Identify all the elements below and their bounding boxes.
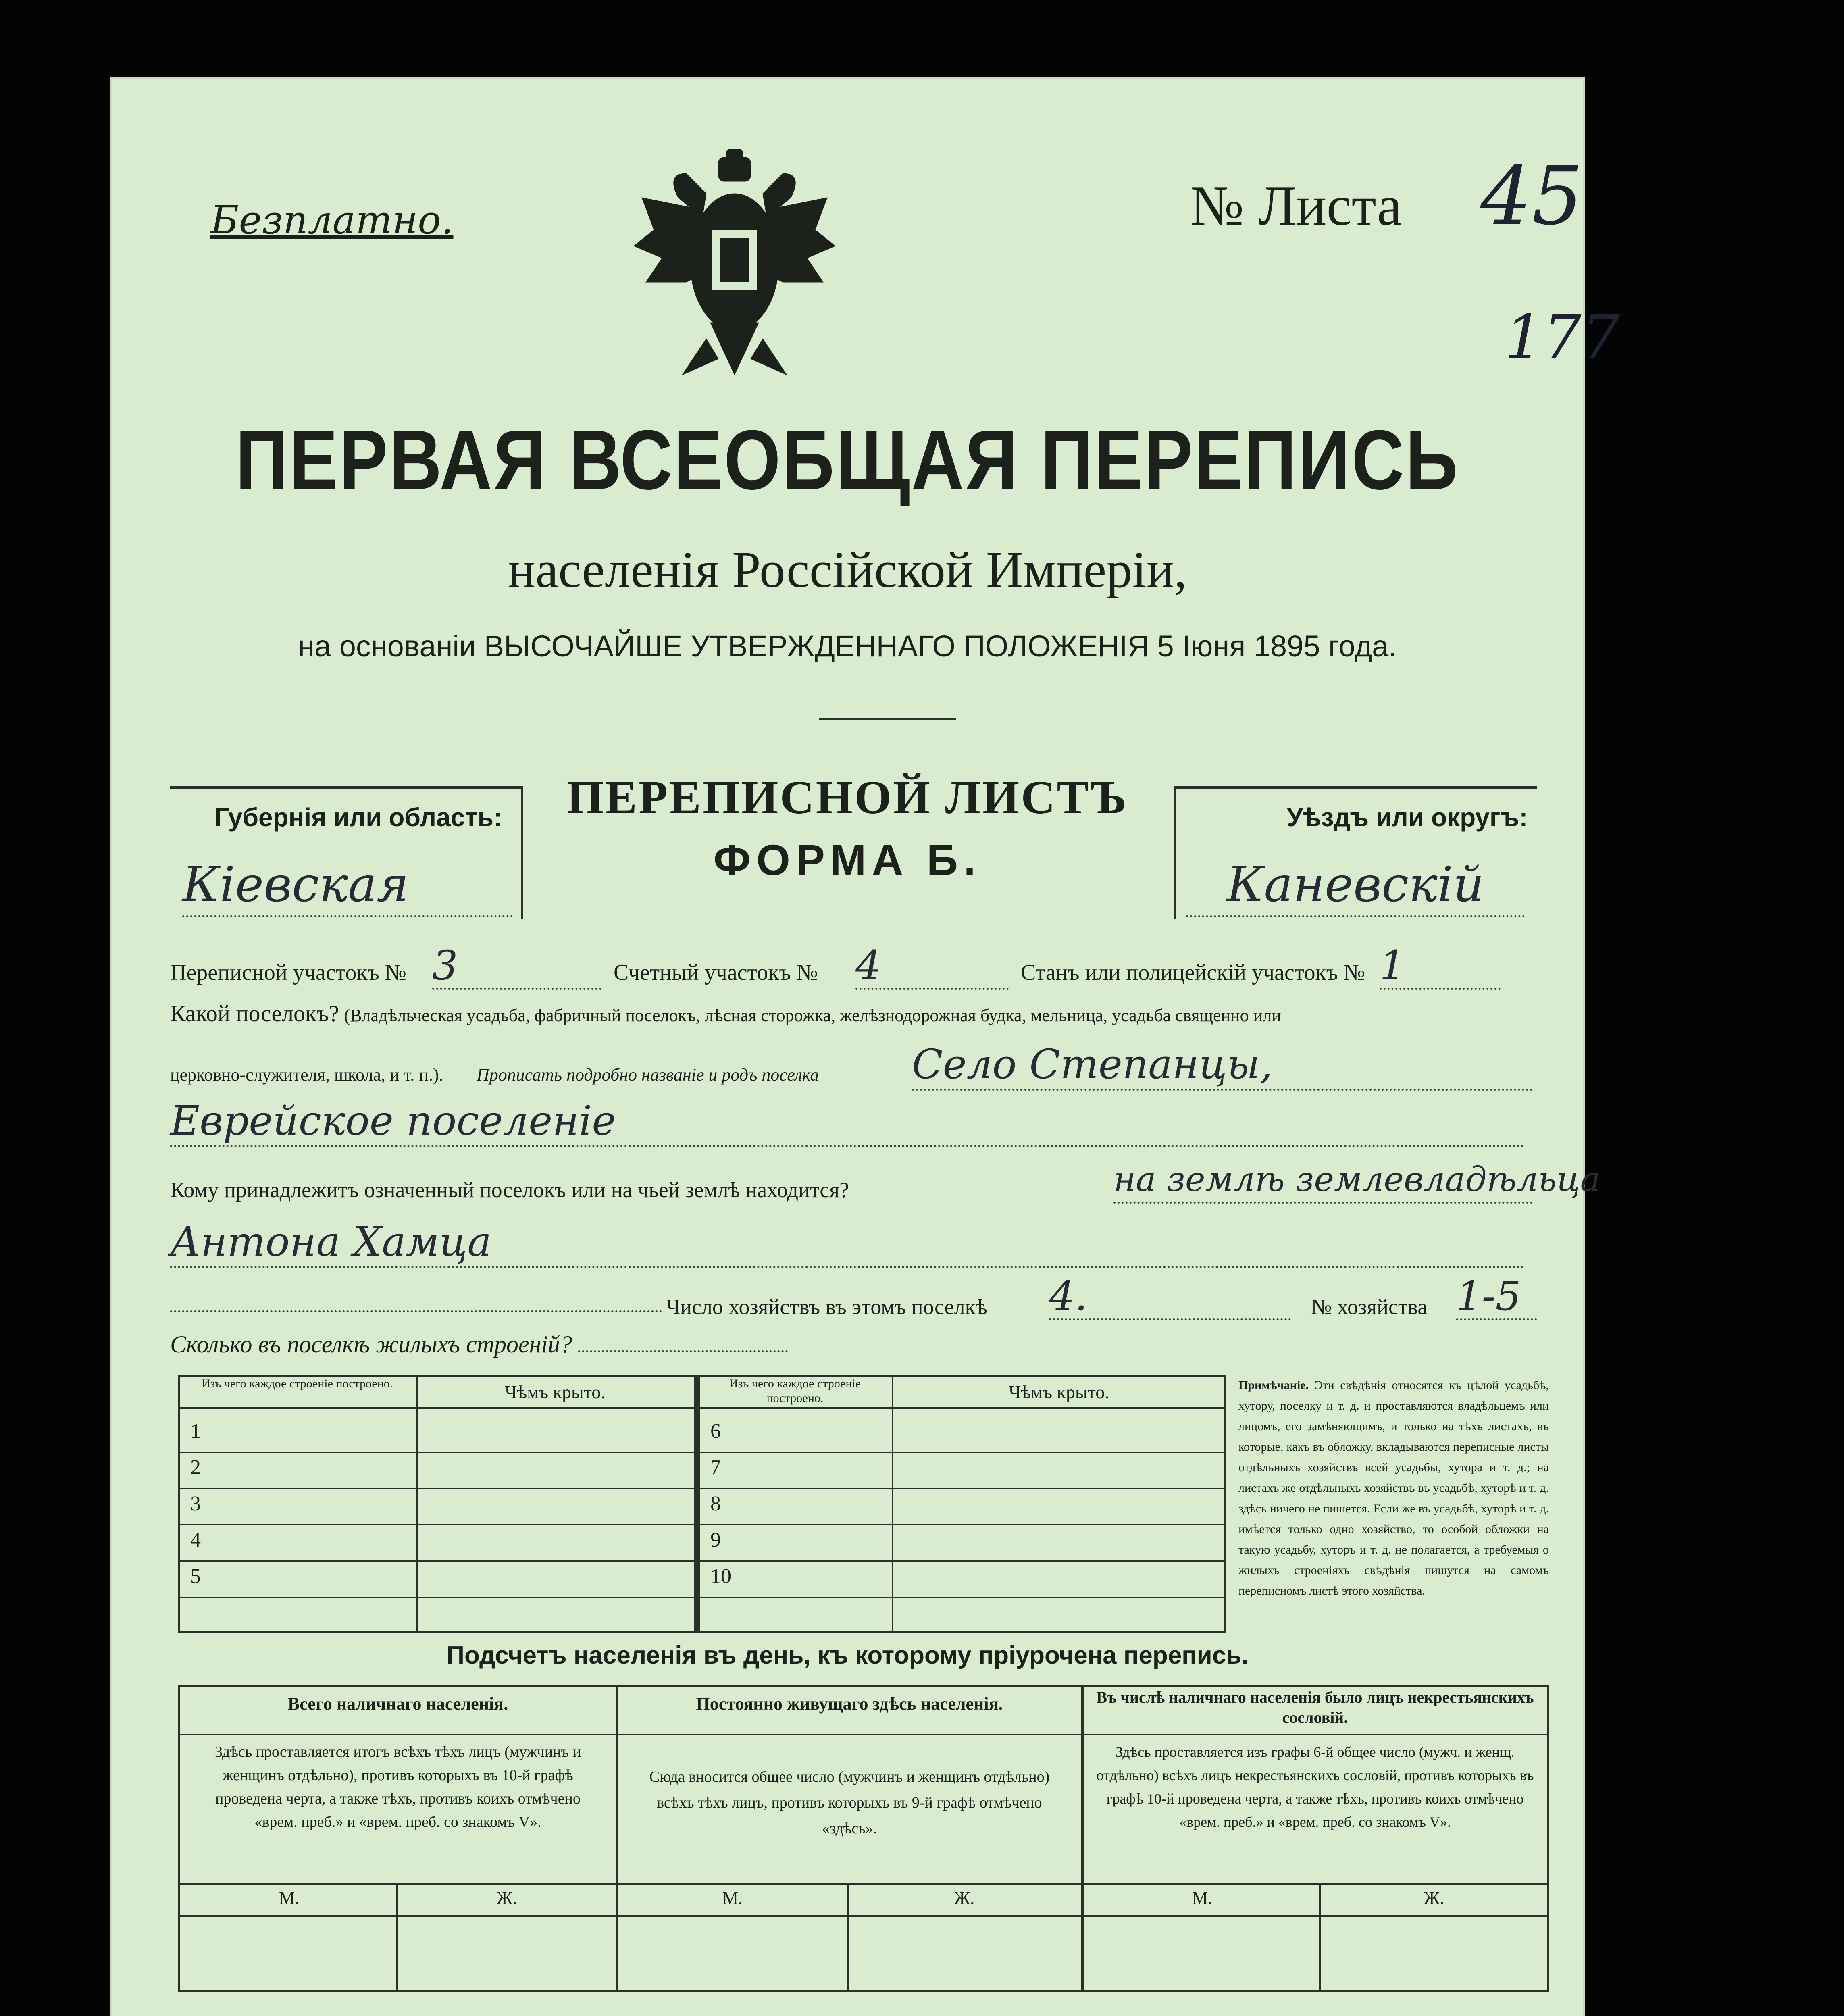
population-col1-female: Ж. [496, 1888, 517, 1908]
row-number: 6 [710, 1420, 721, 1443]
stan-value: 1 [1380, 943, 1501, 990]
census-section-label: Переписной участокъ № [170, 960, 407, 985]
buildings-row-rule [178, 1597, 1226, 1598]
stan-label: Станъ или полицейскій участокъ № [1021, 960, 1365, 985]
guberniya-label: Губернія или область: [214, 803, 502, 832]
population-col2-text: Сюда вносится общее число (мужчинъ и женщинъ отдѣльно) всѣхъ тѣхъ лицъ, противъ которыхъ въ 9-й графѣ отмѣчено «здѣсь». [649, 1768, 1050, 1837]
buildings-col2-right: Чѣмъ крыто. [1009, 1382, 1109, 1402]
buildings-question-row [170, 1331, 788, 1358]
household-number-label: № хозяйства [1311, 1295, 1428, 1319]
buildings-row-rule [178, 1452, 1226, 1453]
buildings-table [178, 1375, 1226, 1633]
population-mf-rule [178, 1883, 1549, 1885]
settlement-value-2: Еврейское поселеніе [170, 1097, 1525, 1147]
guberniya-top-rule [170, 786, 521, 789]
buildings-answer-line [578, 1350, 788, 1352]
sections-row [170, 943, 1541, 988]
buildings-col1-left: Изъ чего каждое строеніе построено. [201, 1377, 393, 1390]
population-mf-divider [847, 1883, 849, 1992]
count-section-label: Счетный участокъ № [614, 960, 818, 985]
buildings-row-rule [178, 1524, 1226, 1525]
owner-value-2: Антона Хамца [170, 1218, 1525, 1268]
sheet-number-value: 45 [1480, 149, 1583, 243]
households-leader [170, 1310, 662, 1312]
census-sheet [110, 77, 1620, 2016]
population-mf-divider [1319, 1883, 1321, 1992]
settlement-hint: (Владѣльческая усадьба, фабричный поселокъ, лѣсная сторожка, желѣзнодорожная будка, мельница, усадьба священно или [344, 1006, 1281, 1025]
population-col3-title: Въ числѣ наличнаго населенія было лицъ некрестьянскихъ сословій. [1096, 1688, 1534, 1727]
owner-row [170, 1157, 1600, 1206]
form-name: ПЕРЕПИСНОЙ ЛИСТЪ [566, 771, 1128, 824]
buildings-row-rule [178, 1488, 1226, 1489]
buildings-col-rule-left [416, 1375, 418, 1633]
settlement-value-1: Село Степанцы, [912, 1040, 1533, 1091]
count-section-value: 4 [855, 943, 1009, 990]
settlement-question-row [170, 1000, 1541, 1027]
free-label: Безплатно. [210, 198, 454, 243]
population-header-rule [178, 1734, 1549, 1735]
buildings-table-divider [694, 1375, 700, 1633]
owner-question: Кому принадлежитъ означенный поселокъ или на чьей землѣ находится? [170, 1178, 849, 1202]
row-number: 10 [710, 1565, 731, 1588]
population-col2-male: М. [722, 1888, 743, 1908]
buildings-col1-right: Изъ чего каждое строеніе построено. [729, 1377, 861, 1405]
population-mf-rule [178, 1915, 1549, 1917]
row-number: 7 [710, 1456, 721, 1479]
note-title: Примѣчаніе. [1238, 1379, 1309, 1392]
owner-value-1: на землѣ землевладѣльца [1113, 1157, 1533, 1204]
subtitle: населенія Россійской Имперіи, [508, 541, 1187, 598]
population-col1-title: Всего наличнаго населенія. [287, 1694, 508, 1714]
buildings-col2-left: Чѣмъ крыто. [505, 1382, 606, 1402]
buildings-row-rule [178, 1560, 1226, 1562]
imperial-eagle-emblem [618, 149, 851, 399]
guberniya-value: Кіевская [182, 855, 513, 917]
note-block [1238, 1375, 1549, 1601]
buildings-col-rule-right [892, 1375, 893, 1633]
settlement-instruction: Прописать подробно названіе и родъ поселка [477, 1065, 819, 1085]
row-number: 8 [710, 1492, 721, 1515]
uezd-value: Каневскій [1186, 855, 1525, 917]
row-number: 3 [190, 1492, 201, 1515]
sheet-no-text: № Листа [1190, 175, 1402, 237]
population-col-rule [616, 1685, 618, 1992]
uezd-side-rule [1174, 786, 1176, 919]
row-number: 4 [190, 1529, 201, 1552]
guberniya-side-rule [521, 786, 523, 919]
form-type: ФОРМА Б. [713, 835, 982, 884]
row-number: 1 [190, 1420, 201, 1443]
uezd-top-rule [1174, 786, 1537, 789]
sheet-number-label [1190, 173, 1402, 238]
note-text: Эти свѣдѣнія относятся къ цѣлой усадьбѣ, хутору, поселку и т. д. и проставляются владѣльцемъ или лицомъ, его замѣняющимъ, и только на тѣхъ листахъ, въ которые, какъ въ обложку, вкладываются переписные листы отдѣльныхъ хозяйствъ всей усадьбы, хутора и т. д.; на листахъ же отдѣльныхъ хозяйствъ въ усадьбѣ, хуторѣ и т. д. здѣсь ничего не пишется. Если же въ усадьбѣ, хуторѣ и т. д. имѣется только одно хозяйство, то особой обложки на такую усадьбу, хуторъ и т. д. не полагается, а требуемыя о жилыхъ строеніяхъ свѣдѣнія пишутся на самомъ переписномъ листѣ этого хозяйства. [1238, 1379, 1549, 1597]
population-col1-male: М. [279, 1888, 300, 1908]
divider [819, 718, 956, 720]
basis-line: на основаніи ВЫСОЧАЙШЕ УТВЕРЖДЕННАГО ПОЛОЖЕНІЯ 5 Іюня 1895 года. [298, 629, 1397, 663]
uezd-label: Уѣздъ или округъ: [1287, 803, 1528, 832]
households-value: 4. [1049, 1274, 1291, 1320]
settlement-hint-2: церковно-служителя, школа, и т. п.). [170, 1065, 443, 1085]
population-col3-male: М. [1192, 1888, 1213, 1908]
households-label: Число хозяйствъ въ этомъ поселкѣ [666, 1295, 988, 1319]
household-number-value: 1-5 [1456, 1274, 1537, 1320]
population-col3-text: Здѣсь проставляется изъ графы 6-й общее число (мужч. и женщ. отдѣльно) всѣхъ лицъ некрестьянскихъ сословій, противъ которыхъ въ графѣ 10-й проведена черта, а также тѣхъ, противъ коихъ отмѣчено «врем. преб.» и «врем. преб. со знакомъ V». [1096, 1744, 1534, 1830]
census-section-value: 3 [432, 943, 601, 990]
population-mf-divider [396, 1883, 398, 1992]
settlement-question: Какой поселокъ? [170, 1000, 339, 1027]
corner-note: 177 [1505, 302, 1620, 373]
population-col2-female: Ж. [954, 1888, 975, 1908]
buildings-question: Сколько въ поселкѣ жилыхъ строеній? [170, 1331, 572, 1358]
population-col1-text: Здѣсь проставляется итогъ всѣхъ тѣхъ лицъ (мужчинъ и женщинъ отдѣльно), противъ которыхъ въ 10-й графѣ проведена черта, а также тѣхъ, противъ коихъ отмѣчено «врем. преб.» и «врем. преб. со знакомъ V». [214, 1743, 581, 1831]
buildings-header-rule [178, 1407, 1226, 1409]
page-title: ПЕРВАЯ ВСЕОБЩАЯ ПЕРЕПИСЬ [235, 412, 1459, 507]
population-col3-female: Ж. [1424, 1888, 1444, 1908]
population-col2-title: Постоянно живущаго здѣсь населенія. [696, 1694, 1003, 1714]
population-col-rule [1081, 1685, 1084, 1992]
settlement-detail-row [170, 1040, 1541, 1089]
row-number: 2 [190, 1456, 201, 1479]
households-row [170, 1270, 1541, 1318]
population-heading: Подсчетъ населенія въ день, къ которому пріурочена перепись. [446, 1641, 1249, 1669]
row-number: 9 [710, 1529, 721, 1552]
row-number: 5 [190, 1565, 201, 1588]
